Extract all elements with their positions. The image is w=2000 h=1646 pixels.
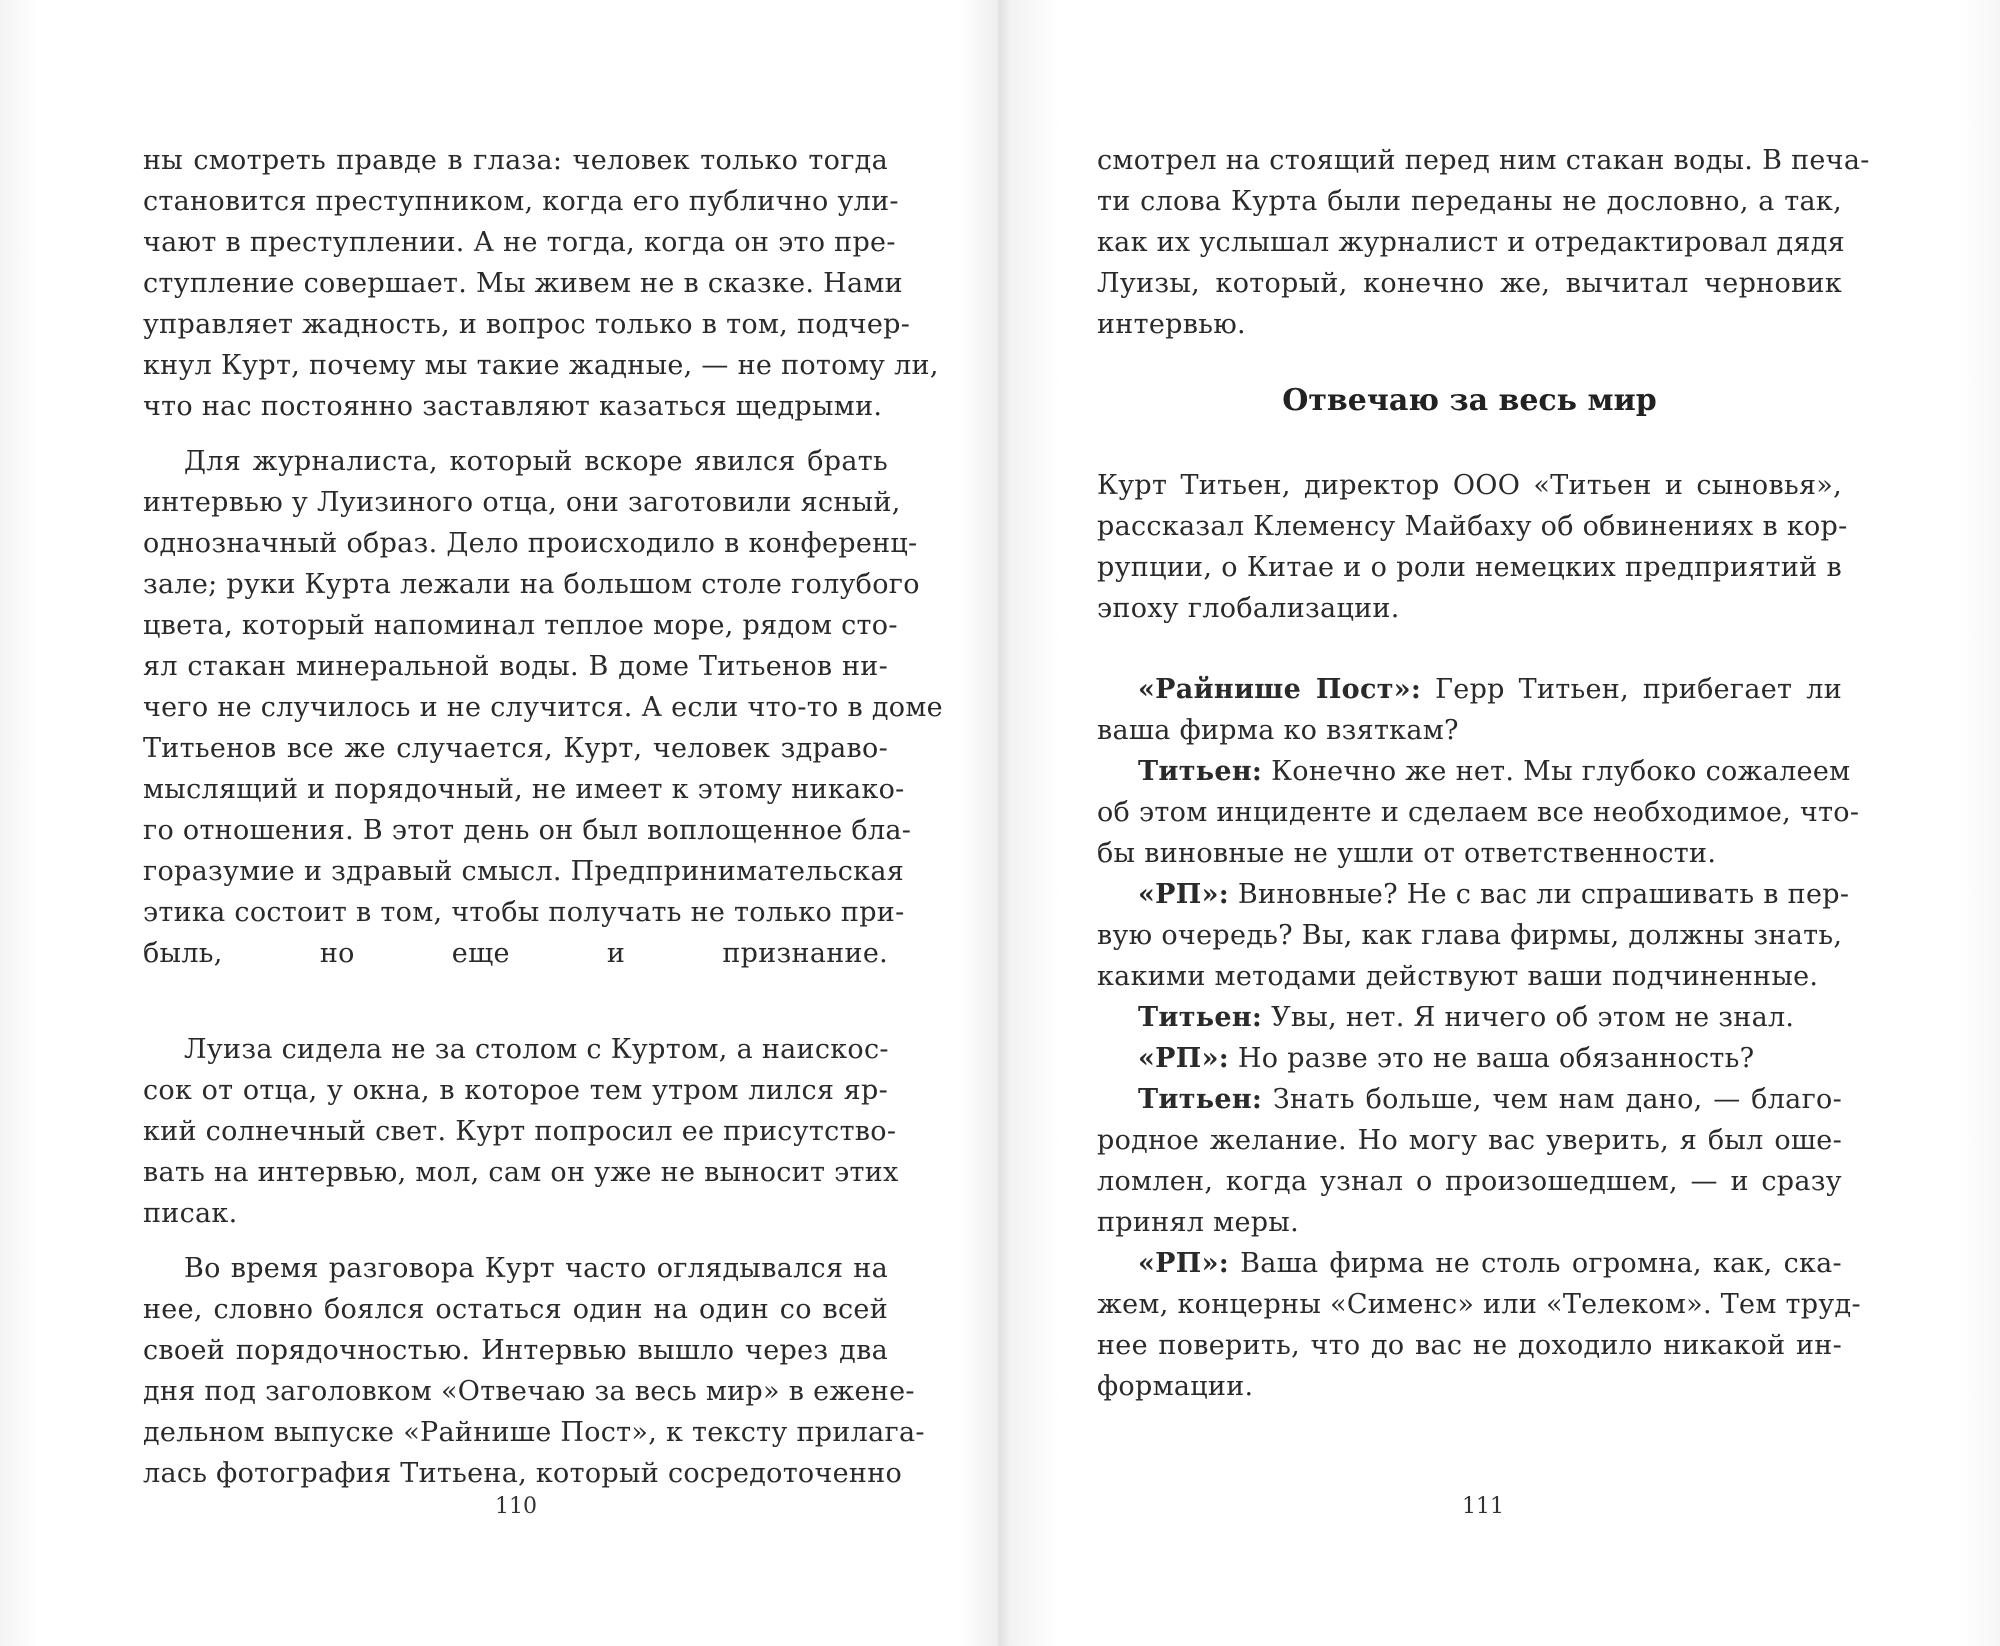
text-line: как их услышал журналист и отредактировал дядя: [1097, 227, 1845, 258]
book-gutter: [998, 0, 1001, 1646]
paragraph: [143, 441, 943, 1015]
text-line: зале; руки Курта лежали на большом столе голубого: [143, 569, 920, 600]
text-line: родное желание. Но могу вас уверить, я был оше-: [1097, 1125, 1842, 1156]
utterance: Герр Титьен, прибегает ли: [1421, 674, 1842, 705]
dialogue-entry: [1097, 669, 1842, 751]
left-page: [143, 140, 943, 1494]
text-line: [143, 974, 888, 1015]
right-page: [1097, 140, 1870, 1407]
text-line: принял меры.: [1097, 1207, 1299, 1238]
text-line: бы виновные не ушли от ответственности.: [1097, 838, 1717, 869]
utterance: Виновные? Не с вас ли спрашивать в пер-: [1229, 879, 1850, 910]
text-line: вую очередь? Вы, как глава фирмы, должны знать,: [1097, 920, 1843, 951]
text-line: быль, но еще и признание.: [143, 938, 888, 969]
speaker-label: «Райнише Пост»:: [1138, 674, 1422, 705]
text-line: интервью.: [1097, 309, 1246, 340]
text-line: Луиза сидела не за столом с Куртом, а наискос-: [184, 1034, 889, 1065]
text-line: [1097, 669, 1842, 710]
text-line: эпоху глобализации.: [1097, 593, 1400, 624]
paragraph: [143, 140, 939, 427]
text-line: дня под заголовком «Отвечаю за весь мир» в еженe-: [143, 1376, 915, 1407]
text-line: ступление совершает. Мы живем не в сказке. Нами: [143, 268, 903, 299]
text-line: горазумие и здравый смысл. Предпринимательская: [143, 856, 905, 887]
dialogue-entry: [1097, 997, 1842, 1038]
text-line: рассказал Клеменсу Майбаху об обвинениях в кор-: [1097, 511, 1848, 542]
speaker-label: «РП»:: [1138, 1043, 1230, 1074]
text-line: цвета, который напоминал теплое море, рядом сто-: [143, 610, 898, 641]
text-line: лась фотография Титьена, который сосредоточенно: [143, 1458, 903, 1489]
text-line: жем, концерны «Сименс» или «Телеком». Тем труд-: [1097, 1289, 1861, 1320]
dialogue-entry: [1097, 874, 1850, 997]
dialogue-entry: [1097, 1038, 1842, 1079]
text-line: Во время разговора Курт часто оглядывался на: [184, 1253, 888, 1284]
text-line: сок от отца, у окна, в которое тем утром лился яр-: [143, 1075, 888, 1106]
text-line: дельном выпуске «Райнише Пост», к тексту прилага-: [143, 1417, 925, 1448]
text-line: [1097, 1079, 1842, 1120]
text-line: какими методами действуют ваши подчиненные.: [1097, 961, 1819, 992]
utterance: Знать больше, чем нам дано, — благо-: [1262, 1084, 1842, 1115]
utterance: Ваша фирма не столь огромна, как, ска-: [1229, 1248, 1842, 1279]
text-line: что нас постоянно заставляют казаться щедрыми.: [143, 391, 883, 422]
utterance: Увы, нет. Я ничего об этом не знал.: [1262, 1002, 1795, 1033]
text-line: [1097, 997, 1842, 1038]
text-line: однозначный образ. Дело происходило в конференц-: [143, 528, 918, 559]
text-line: чего не случилось и не случится. А если что-то в доме: [143, 692, 943, 723]
speaker-label: «РП»:: [1138, 879, 1230, 910]
text-line: становится преступником, когда его публично ули-: [143, 186, 899, 217]
utterance: Но разве это не ваша обязанность?: [1229, 1043, 1755, 1074]
text-line: мыслящий и порядочный, не имеет к этому никако-: [143, 774, 905, 805]
text-line: писак.: [143, 1198, 238, 1229]
text-line: Для журналиста, который вскоре явился брать: [184, 446, 888, 477]
dialogue-entry: [1097, 751, 1860, 874]
text-line: Титьенов все же случается, Курт, человек здраво-: [143, 733, 888, 764]
text-line: ти слова Курта были переданы не дословно, а так,: [1097, 186, 1842, 217]
speaker-label: «РП»:: [1138, 1248, 1230, 1279]
text-line: Курт Титьен, директор ООО «Титьен и сыновья»,: [1097, 470, 1842, 501]
utterance: Конечно же нет. Мы глубоко сожалеем: [1262, 756, 1851, 787]
text-line: нее, словно боялся остаться один на один со всей: [143, 1294, 888, 1325]
text-line: ломлен, когда узнал о произошедшем, — и сразу: [1097, 1166, 1842, 1197]
article-heading: Отвечаю за весь мир: [1282, 383, 1657, 418]
text-line: смотрел на стоящий перед ним стакан воды. В печа-: [1097, 145, 1870, 176]
lead-paragraph: [1097, 465, 1848, 629]
text-line: ваша фирма ко взяткам?: [1097, 715, 1459, 746]
speaker-label: Титьен:: [1138, 1002, 1263, 1033]
page-number: 111: [1462, 1494, 1504, 1519]
text-line: рупции, о Китае и о роли немецких предприятий в: [1097, 552, 1842, 583]
speaker-label: Титьен:: [1138, 756, 1263, 787]
text-line: кнул Курт, почему мы такие жадные, — не потому ли,: [143, 350, 939, 381]
text-line: Луизы, который, конечно же, вычитал черновик: [1097, 268, 1842, 299]
paragraph: [1097, 140, 1870, 345]
page-number: 110: [495, 1494, 537, 1519]
text-line: [1097, 1243, 1842, 1284]
text-line: [1097, 751, 1851, 792]
speaker-label: Титьен:: [1138, 1084, 1263, 1115]
paragraph: [143, 1248, 925, 1494]
text-line: управляет жадность, и вопрос только в том, подчер-: [143, 309, 911, 340]
text-line: формации.: [1097, 1371, 1254, 1402]
text-line: интервью у Луизиного отца, они заготовили ясный,: [143, 487, 901, 518]
paragraph: [143, 1029, 899, 1234]
text-line: своей порядочностью. Интервью вышло через два: [143, 1335, 888, 1366]
text-line: го отношения. В этот день он был воплощенное бла-: [143, 815, 912, 846]
text-line: ял стакан минеральной воды. В доме Титьенов ни-: [143, 651, 888, 682]
text-line: ны смотреть правде в глаза: человек только тогда: [143, 145, 888, 176]
text-line: [1097, 874, 1850, 915]
text-line: [1097, 1038, 1842, 1079]
dialogue-entry: [1097, 1079, 1842, 1243]
text-line: вать на интервью, мол, сам он уже не выносит этих: [143, 1157, 899, 1188]
text-line: об этом инциденте и сделаем все необходимое, что-: [1097, 797, 1860, 828]
text-line: кий солнечный свет. Курт попросил ее присутство-: [143, 1116, 897, 1147]
dialogue-entry: [1097, 1243, 1861, 1407]
text-line: этика состоит в том, чтобы получать не только при-: [143, 897, 905, 928]
text-line: нее поверить, что до вас не доходило никакой ин-: [1097, 1330, 1842, 1361]
text-line: чают в преступлении. А не тогда, когда он это пре-: [143, 227, 896, 258]
